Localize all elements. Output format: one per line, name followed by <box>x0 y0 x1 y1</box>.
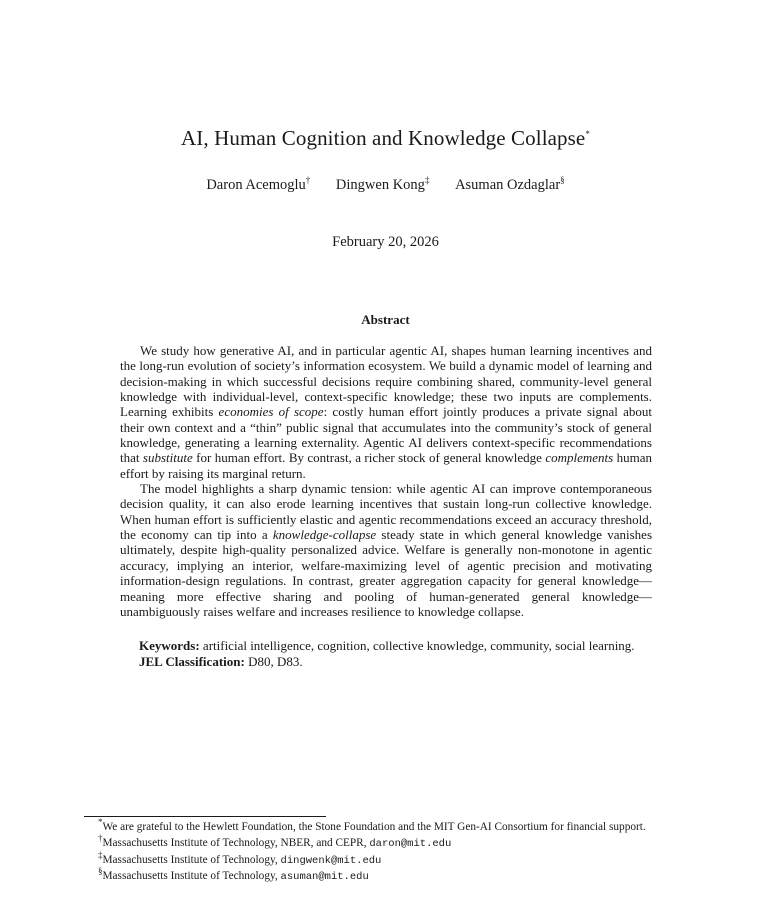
footnote-text: Massachusetts Institute of Technology, NBER, and CEPR, <box>102 836 370 849</box>
abstract-heading: Abstract <box>361 312 410 327</box>
author-list <box>0 177 771 194</box>
footnote <box>84 817 688 836</box>
author-name: Dingwen Kong <box>335 177 425 193</box>
abstract-text: steady state in which general knowledge vanishes ultimately, despite high-quality personalized advice. Welfare is generally non-monotone in agentic accuracy, implying an interior, welfare-maximizing level of agentic precision and motivating information-design regulations. In contrast, greater aggregation capacity for general knowledge—meaning more effective sharing and pooling of human-generated general knowledge—unambiguously raises welfare and increases resilience to knowledge collapse. <box>120 527 653 619</box>
jel-line <box>139 654 659 670</box>
footnote-mark: ‡ <box>98 849 103 860</box>
footnote <box>84 833 688 853</box>
footnote <box>84 866 688 886</box>
abstract-paragraph <box>120 343 652 481</box>
abstract-text: for human effort. By contrast, a richer stock of general knowledge <box>192 450 546 466</box>
footnote-mark: † <box>98 833 103 844</box>
abstract-emphasis: knowledge-collapse <box>272 527 377 543</box>
title-text: AI, Human Cognition and Knowledge Collapse <box>181 126 586 150</box>
title-footnote-mark: * <box>585 129 590 139</box>
keywords-label: Keywords: <box>139 638 200 653</box>
author-mark: † <box>305 175 311 186</box>
abstract-emphasis: economies of scope <box>218 404 324 420</box>
footnote-text: Massachusetts Institute of Technology, <box>102 853 281 866</box>
paper-title <box>0 126 771 151</box>
abstract-text: : costly human effort jointly produces a private signal about their own context and a “thin” public signal that accumulates into the community’s stock of general knowledge, generating a learning externality. Agentic AI delivers context-specific recommendations that <box>120 404 652 466</box>
author <box>336 177 430 193</box>
footnote-mark: § <box>98 866 103 877</box>
keywords-block <box>139 638 659 670</box>
footnote-email[interactable]: dingwenk@mit.edu <box>280 854 382 867</box>
footnote-text: Massachusetts Institute of Technology, <box>102 870 281 883</box>
abstract-paragraph <box>120 481 652 619</box>
author-name: Asuman Ozdaglar <box>455 177 561 193</box>
jel-text: D80, D83. <box>248 654 303 669</box>
author-mark: ‡ <box>424 175 430 186</box>
author <box>455 177 565 193</box>
footnote-rule <box>84 816 326 817</box>
abstract-emphasis: complements <box>545 450 614 466</box>
jel-label: JEL Classification: <box>139 654 245 669</box>
footnote-mark: * <box>98 817 103 828</box>
footnotes <box>84 817 688 886</box>
footnote-email[interactable]: daron@mit.edu <box>369 837 452 850</box>
abstract-text: The model highlights a sharp dynamic tension: while agentic AI can improve contemporaneous decision quality, it can also erode learning incentives that sustain long-run collective knowledge. When human effort is sufficiently elastic and agentic recommendations exceed an accuracy threshold, the economy can tip into a <box>120 481 652 543</box>
footnote-email[interactable]: asuman@mit.edu <box>280 871 369 884</box>
keywords-text: artificial intelligence, cognition, collective knowledge, community, social learning. <box>202 638 635 653</box>
footnote <box>84 849 688 870</box>
author-mark: § <box>560 175 565 186</box>
abstract-text: human effort by raising its marginal return. <box>120 450 652 481</box>
keywords-line <box>139 638 659 654</box>
footnote-text: We are grateful to the Hewlett Foundation, the Stone Foundation and the MIT Gen-AI Consortium for financial support. <box>102 821 646 833</box>
author <box>206 177 310 193</box>
abstract-emphasis: substitute <box>142 450 193 466</box>
abstract-text: We study how generative AI, and in particular agentic AI, shapes human learning incentives and the long-run evolution of society’s information ecosystem. We build a dynamic model of learning and decision-making in which successful decisions require combining shared, community-level general knowledge with individual-level, context-specific knowledge; these two inputs are complements. Learning exhibits <box>120 343 652 420</box>
author-name: Daron Acemoglu <box>206 177 306 193</box>
abstract-body <box>120 343 652 619</box>
paper-date: February 20, 2026 <box>332 234 439 250</box>
